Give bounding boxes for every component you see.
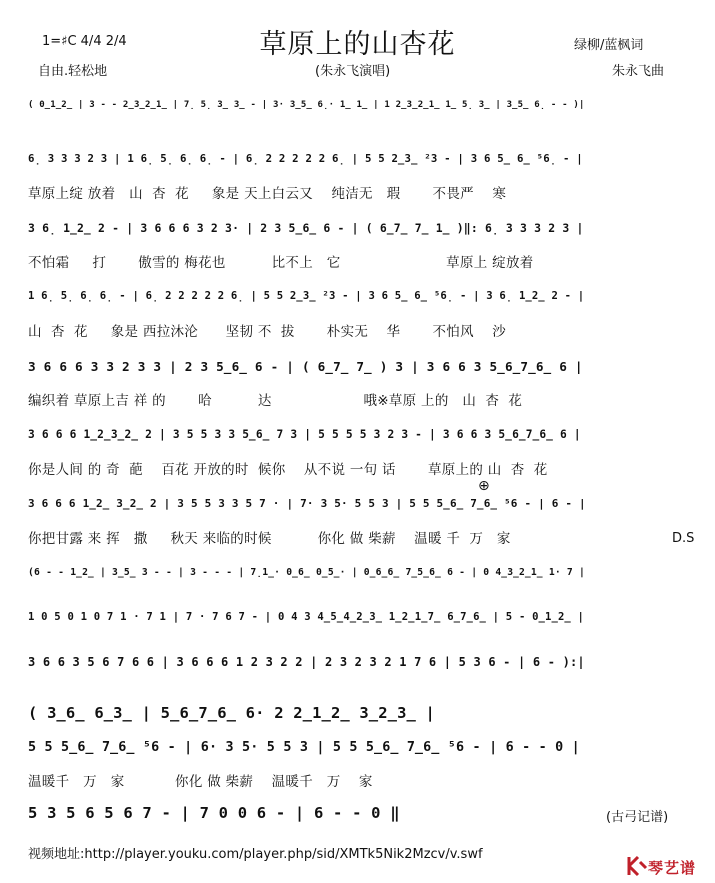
notation-row: (6 - - 1̲2̲ | 3̲5̲ 3 - - | 3 - - - | 7̣1̲· 0̲6̲ 0̲5̲· | 0̲6̲6̲ 7̲5̲6̲ 6 - | 0 4̲3̲2̲1̲ 1· 7 |	[28, 567, 586, 578]
notation-row: 1 0 5 0 1 0 7 1 · 7 1 | 7 · 7 6 7 - | 0 4 3 4̲5̲4̲2̲3̲ 1̲2̲1̲7̲ 6̲7̲6̲ | 5 - 0̲1̲2̲ |	[28, 611, 585, 623]
lyric-row: 不怕霜 打 傲雪的 梅花也 比不上 它 草原上 绽放着	[28, 255, 534, 271]
notation-row: 3 6 6 6 3 3 2 3 3 | 2 3 5̲6̲ 6 - | ( 6̲7̲ 7̲ ) 3 | 3 6 6 3 5̲6̲7̲6̲ 6 |	[28, 359, 583, 374]
tempo-mark: 自由.轻松地	[38, 64, 108, 79]
lyricist-credit: 绿柳/蓝枫词	[574, 38, 644, 53]
notation-row: 1 6̣ 5̣ 6̣ 6̣ - | 6̣ 2 2 2 2 2 6̣ | 5 5 2̲3̲ ²3 - | 3 6 5̲ 6̲ ⁵6̣ - | 3 6̣ 1̲2̲ 2 - |	[28, 290, 585, 302]
site-logo	[624, 852, 710, 880]
lyric-row: 温暖千 万 家 你化 做 柴薪 温暖千 万 家	[28, 774, 373, 790]
notation-row: 3 6̣ 1̲2̲ 2 - | 3 6 6 6 3 2 3· | 2 3 5̲6̲ 6 - | ( 6̲7̲ 7̲ 1̲ )‖: 6̣ 3 3 3 2 3 |	[28, 221, 584, 235]
video-address[interactable]: 视频地址:http://player.youku.com/player.php/sid/XMTk5Nik2Mzcv/v.swf	[28, 847, 483, 862]
ds-mark: D.S	[672, 531, 695, 546]
notation-row: 3 6 6 6 1̲2̲ 3̲2̲ 2 | 3 5 5 3 3 5 7 · | 7· 3 5· 5 5 3 | 5 5 5̲6̲ 7̲6̲ ⁵6 - | 6 - |	[28, 497, 586, 510]
logo-icon	[626, 854, 648, 878]
lyric-row: 你是人间 的 奇 葩 百花 开放的时 候你 从不说 一句 话 草原上的 山 杏 花	[28, 462, 548, 478]
lyric-row: 你把甘露 来 挥 撒 秋天 来临的时候 你化 做 柴薪 温暖 千 万 家	[28, 531, 511, 547]
notation-row: 5 5 5̲6̲ 7̲6̲ ⁵6 - | 6· 3 5· 5 5 3 | 5 5 5̲6̲ 7̲6̲ ⁵6 - | 6 - - 0 |	[28, 740, 580, 755]
song-title: 草原上的山杏花	[259, 29, 456, 60]
logo-text: 琴艺谱	[648, 859, 697, 877]
notation-row: 3 6 6 6 1̲2̲3̲2̲ 2 | 3 5 5 3 3 5̲6̲ 7 3 | 5 5 5 5 3 2 3 - | 3 6 6 3 5̲6̲7̲6̲ 6 |	[28, 428, 581, 441]
notation-source: (古弓记谱)	[606, 810, 669, 825]
notation-row: 3 6 6 3 5 6 7 6 6 | 3 6 6 6 1 2 3 2 2 | 2 3 2 3 2 1 7 6 | 5 3 6 - | 6 - ):|	[28, 655, 585, 669]
notation-row: ( 0̲1̲2̲ | 3 - - 2̲3̲2̲1̲ | 7̣ 5̣ 3̲ 3̲ - | 3· 3̲5̲ 6̣· 1̲ 1̲ | 1 2̲3̲2̲1̲ 1̲ 5̣ 3̲ | 3̲5̲ 6̣ - - )|	[28, 100, 585, 110]
lyric-row: 山 杏 花 象是 西拉沐沦 坚韧 不 拔 朴实无 华 不怕风 沙	[28, 324, 507, 340]
notation-row: ( 3̲6̲ 6̲3̲ | 5̲6̲7̲6̲ 6· 2 2̲1̲2̲ 3̲2̲3̲ |	[28, 704, 436, 722]
key-time-signature: 1=♯C 4/4 2/4	[42, 34, 127, 49]
singer-credit: (朱永飞演唱)	[315, 64, 391, 79]
coda-mark: ⊕	[478, 478, 490, 494]
notation-row: 6̣ 3 3 3 2 3 | 1 6̣ 5̣ 6̣ 6̣ - | 6̣ 2 2 2 2 2 6̣ | 5 5 2̲3̲ ²3 - | 3 6 5̲ 6̲ ⁵6̣ - |	[28, 152, 583, 165]
notation-row: 5 3 5 6 5 6 7 - | 7 0 0 6 - | 6 - - 0 ‖	[28, 804, 400, 822]
composer-credit: 朱永飞曲	[612, 64, 665, 79]
lyric-row: 编织着 草原上吉 祥 的 哈 达 哦※草原 上的 山 杏 花	[28, 393, 523, 409]
lyric-row: 草原上绽 放着 山 杏 花 象是 天上白云又 纯洁无 瑕 不畏严 寒	[28, 186, 507, 202]
